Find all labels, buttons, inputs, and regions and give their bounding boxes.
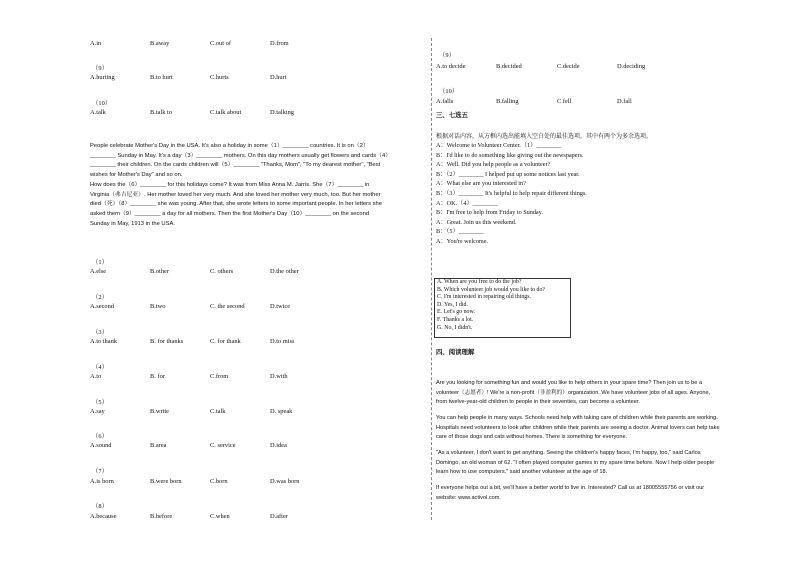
question-number: （6） bbox=[92, 433, 108, 440]
option-c[interactable]: C. the second bbox=[210, 303, 245, 310]
option-a[interactable]: A.is born bbox=[90, 478, 114, 485]
reading-line: from twelve-year-old children to people in their seventies, can become a volunteer. bbox=[436, 399, 640, 405]
option-a[interactable]: A.hurting bbox=[90, 74, 115, 81]
passage-line: died（死）（8）________ she was young. After that, she wrote letters to some important people. In her letters she bbox=[90, 201, 382, 208]
question-number: （9） bbox=[92, 65, 108, 72]
question-number: （10） bbox=[439, 88, 459, 95]
column-divider bbox=[431, 38, 432, 520]
dialogue-line: A：You're welcome. bbox=[436, 237, 489, 245]
option-b[interactable]: B.talk to bbox=[150, 109, 173, 116]
option-c[interactable]: C.fell bbox=[557, 98, 572, 105]
option-d[interactable]: D.hurt bbox=[270, 74, 287, 81]
option-a[interactable]: A.to decide bbox=[436, 63, 466, 70]
reading-line: Domingo, an old woman of 62. "I often played computer games in my spare time before. Now I help older people bbox=[436, 459, 715, 466]
reading-paragraph bbox=[436, 414, 781, 443]
reading-line: If everyone helps out a bit, we'll have a better world to live in. Interested? Call us at 18005555756 or visit our bbox=[436, 485, 705, 491]
question-number: （5） bbox=[92, 399, 108, 406]
dialogue-line: B：I'd like to do something like giving out the newspapers. bbox=[436, 151, 584, 159]
option-c[interactable]: C.when bbox=[210, 513, 230, 520]
option-d[interactable]: D.fall bbox=[617, 98, 632, 105]
reading-line: website: www.activol.com. bbox=[436, 494, 501, 501]
option-c[interactable]: C.out of bbox=[210, 40, 231, 47]
option-b[interactable]: B.area bbox=[150, 442, 167, 449]
option-c[interactable]: C.hurts bbox=[210, 74, 229, 81]
passage-line: ________ their children. On the cards children will（5）________ "Thanks, Mom", "To my dearest mother", "Best bbox=[90, 162, 381, 169]
option-d[interactable]: D.talking bbox=[270, 109, 294, 116]
option-c[interactable]: C. for thank bbox=[210, 338, 241, 345]
option-d[interactable]: D.after bbox=[270, 513, 288, 520]
option-d[interactable]: D.deciding bbox=[617, 63, 646, 70]
option-a[interactable]: A.in bbox=[90, 40, 102, 47]
question-number: （8） bbox=[92, 503, 108, 510]
choice-item[interactable]: G. No, I didn't. bbox=[437, 324, 473, 331]
option-b[interactable]: B.to hurt bbox=[150, 74, 173, 81]
question-number: （10） bbox=[92, 100, 112, 107]
reading-paragraph bbox=[436, 449, 781, 478]
option-b[interactable]: B.decided bbox=[496, 63, 522, 70]
option-d[interactable]: D.with bbox=[270, 373, 288, 380]
reading-line: Hospitals need volunteers to look after children while their parents are seeing a doctor. Animal lovers can help take bbox=[436, 424, 720, 431]
choice-item[interactable]: C. I'm interested in repairing old things. bbox=[437, 294, 531, 301]
passage-line: Virginia（弗吉尼亚）. Her mother loved her very much. And she loved her mother very much, too. But her mother bbox=[90, 191, 381, 198]
dialogue-line: B：（2）________ I helped put up some notices last year. bbox=[436, 170, 580, 178]
dialogue-line: B：（3）________ It's helpful to help repair different things. bbox=[436, 189, 587, 197]
passage-line: wishes for Mother's Day" and so on. bbox=[90, 172, 183, 179]
reading-paragraph bbox=[436, 379, 781, 408]
option-d[interactable]: D.the other bbox=[270, 268, 299, 275]
choice-item[interactable]: F. Thanks a lot. bbox=[437, 316, 474, 323]
section-heading: 四、阅读理解 bbox=[436, 348, 475, 356]
option-a[interactable]: A.falls bbox=[436, 98, 454, 105]
choice-item[interactable]: D. Yes, I did. bbox=[437, 301, 468, 308]
option-c[interactable]: C.from bbox=[210, 373, 229, 380]
passage-line: How does the（6）________ for this holidays come? It was from Miss Anna M. Jarris. She（7）________ in bbox=[90, 181, 370, 188]
option-a[interactable]: A.because bbox=[90, 513, 117, 520]
section-heading: 三、七选五 bbox=[436, 111, 468, 119]
question-number: （4） bbox=[92, 364, 108, 371]
reading-paragraph bbox=[436, 484, 781, 503]
option-b[interactable]: B. for bbox=[150, 373, 165, 380]
option-d[interactable]: D.was born bbox=[270, 478, 300, 485]
option-b[interactable]: B.two bbox=[150, 303, 166, 310]
passage-line: ________ Sunday in May. It's a day（3）________ mothers. On this day mothers usually get flowers and cards（4） bbox=[90, 152, 391, 159]
option-a[interactable]: A.second bbox=[90, 303, 114, 310]
dialogue-line: B：（5）________ bbox=[436, 228, 484, 236]
option-c[interactable]: C. service bbox=[210, 442, 236, 449]
choice-item[interactable]: B. Which volunteer job would you like to do? bbox=[437, 286, 546, 293]
section-instructions: 根据对话内容，从方框内选出能填入空白处的最佳选项，其中有两个为多余选项。 bbox=[436, 133, 653, 140]
option-c[interactable]: C. others bbox=[210, 268, 234, 275]
reading-line: You can help people in many ways. Schools need help with taking care of children while their parents are working. bbox=[436, 415, 718, 421]
dialogue-line: A：OK.（4）________ bbox=[436, 199, 498, 207]
option-d[interactable]: D.to miss bbox=[270, 338, 295, 345]
dialogue-line: A：Great. Join us this weekend. bbox=[436, 218, 517, 226]
reading-line: volunteer（志愿者）! We're a non-profit（非盈利的）organization. We have volunteer jobs of all ages. Anyone, bbox=[436, 389, 711, 396]
question-number: （9） bbox=[439, 52, 455, 59]
option-d[interactable]: D.twice bbox=[270, 303, 291, 310]
reading-line: care of those dogs and cats without homes. There is something for everyone. bbox=[436, 434, 628, 440]
dialogue-line: A：Well. Did you help people as a volunteer? bbox=[436, 161, 551, 169]
reading-line: Are you looking for something fun and would you like to help others in your spare time? Then join us to be a bbox=[436, 380, 703, 386]
passage-line: asked them（9）________ a day for all mothers. Then the first Mother's Day（10）________ on the second bbox=[90, 210, 370, 217]
option-c[interactable]: C.talk about bbox=[210, 109, 242, 116]
option-b[interactable]: B.other bbox=[150, 268, 169, 275]
dialogue-line: A：What else are you interested in? bbox=[436, 180, 526, 188]
option-a[interactable]: A.else bbox=[90, 268, 107, 275]
option-b[interactable]: B. for thanks bbox=[150, 338, 184, 345]
question-number: （1） bbox=[92, 259, 108, 266]
option-d[interactable]: D.idea bbox=[270, 442, 287, 449]
option-c[interactable]: C.decide bbox=[557, 63, 580, 70]
option-b[interactable]: B.were born bbox=[150, 478, 182, 485]
passage-line: Sunday in May, 1913 in the USA. bbox=[90, 220, 175, 227]
option-a[interactable]: A.sound bbox=[90, 442, 112, 449]
option-a[interactable]: A.to thank bbox=[90, 338, 117, 345]
dialogue bbox=[436, 141, 587, 247]
dialogue-line: B：I'm free to help from Friday to Sunday. bbox=[436, 209, 543, 217]
question-number: （7） bbox=[92, 468, 108, 475]
option-b[interactable]: B.before bbox=[150, 513, 173, 520]
option-d[interactable]: D.from bbox=[270, 40, 289, 47]
cloze-passage bbox=[90, 142, 430, 229]
option-b[interactable]: B.away bbox=[150, 40, 170, 47]
option-b[interactable]: B.write bbox=[150, 408, 169, 415]
option-a[interactable]: A.to bbox=[90, 373, 102, 380]
option-a[interactable]: A.say bbox=[90, 408, 105, 415]
option-d[interactable]: D. speak bbox=[270, 408, 293, 415]
choice-item[interactable]: A. When are you free to do the job? bbox=[437, 279, 522, 285]
passage-line: People celebrate Mother's Day in the USA. It's also a holiday in some（1）________ countries. It is on（2） bbox=[90, 143, 369, 149]
reading-line: "As a volunteer, I don't want to get anything. Seeing the children's happy faces, I'm happy, too," said Carlos bbox=[436, 450, 701, 456]
option-a[interactable]: A.talk bbox=[90, 109, 106, 116]
question-number: （3） bbox=[92, 329, 108, 336]
question-number: （2） bbox=[92, 294, 108, 301]
choice-item[interactable]: E. Let's go now. bbox=[437, 309, 475, 316]
option-c[interactable]: C.born bbox=[210, 478, 228, 485]
reading-line: learn how to use computers," said another volunteer at the age of 18. bbox=[436, 469, 608, 475]
option-c[interactable]: C.talk bbox=[210, 408, 226, 415]
choices-box bbox=[434, 278, 571, 338]
option-b[interactable]: B.falling bbox=[496, 98, 519, 105]
dialogue-line: A：Welcome to Volunteer Center.（1）________ bbox=[436, 142, 562, 149]
